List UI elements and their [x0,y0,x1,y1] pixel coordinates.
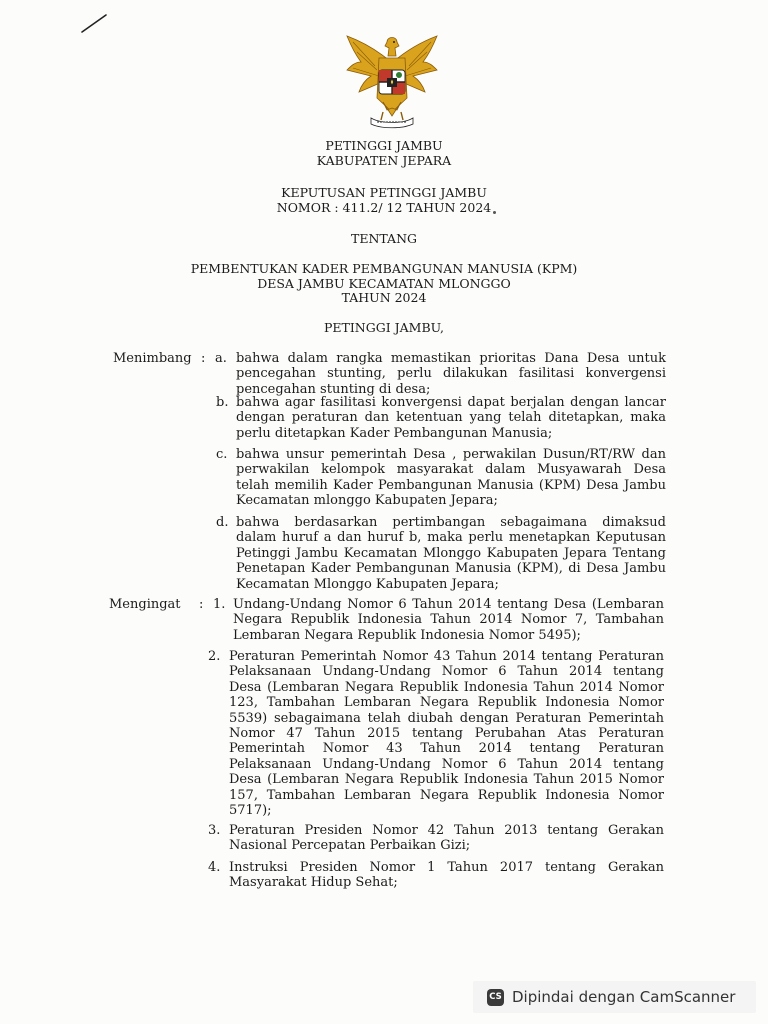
text-line: Peraturan Presiden Nomor 42 Tahun 2013 tentang Gerakan [229,823,664,838]
text-line: bahwa dalam rangka memastikan prioritas Dana Desa untuk [236,351,666,366]
pen-stroke-mark [80,12,108,34]
text-line: bahwa unsur pemerintah Desa , perwakilan Dusun/RT/RW dan [236,447,666,462]
mengingat-marker-4: 4. [208,860,221,875]
text-line: dalam huruf a dan huruf b, maka perlu menetapkan Keputusan [236,530,666,546]
menimbang-item-d [236,515,666,592]
issuer-org-line2: KABUPATEN JEPARA [316,152,452,168]
text-line: 157, Tambahan Lembaran Negara Republik Indonesia Nomor [229,787,664,803]
camscanner-icon: CS [487,989,504,1006]
subject-line2: DESA JAMBU KECAMATAN MLONGGO [257,275,511,291]
text-line: Nomor 47 Tahun 2015 tentang Perubahan Atas Peraturan [229,726,664,742]
menimbang-item-a [236,351,666,397]
subject-line3: TAHUN 2024 [341,290,427,306]
text-line: perwakilan kelompok masyarakat dalam Musyawarah Desa [236,462,666,478]
garuda-pancasila-emblem [341,32,443,132]
text-line: Instruksi Presiden Nomor 1 Tahun 2017 tentang Gerakan [229,860,664,875]
text-line: Negara Republik Indonesia Tahun 2014 Nomor 7, Tambahan [233,612,664,628]
text-line: pencegahan stunting di desa; [236,381,431,397]
text-line: Peraturan Pemerintah Nomor 43 Tahun 2014 tentang Peraturan [229,649,664,664]
about-heading: TENTANG [350,231,417,246]
menimbang-marker-a: a. [215,351,227,366]
issuer-org-line1: PETINGGI JAMBU [325,138,443,153]
text-line: bahwa berdasarkan pertimbangan sebagaimana dimaksud [236,515,666,530]
menimbang-marker-b: b. [216,395,229,410]
decree-title: KEPUTUSAN PETINGGI JAMBU [281,185,487,200]
menimbang-item-c [236,447,666,509]
stray-dot [493,211,496,214]
subject-heading [0,262,768,306]
text-line: telah memilih Kader Pembangunan Manusia (KPM) Desa Jambu [236,477,666,493]
decree-number: NOMOR : 411.2/ 12 TAHUN 2024 [276,199,492,215]
subject-line1: PEMBENTUKAN KADER PEMBANGUNAN MANUSIA (KPM) [190,261,578,276]
camscanner-watermark [473,981,756,1013]
issuer-heading [0,139,768,168]
text-line: 5717); [229,803,272,819]
text-line: perlu ditetapkan Kader Pembangunan Manusia; [236,425,553,441]
text-line: pencegahan stunting, perlu dilakukan fasilitasi konvergensi [236,366,666,382]
mengingat-item-4 [229,860,664,891]
text-line: Desa (Lembaran Negara Republik Indonesia Tahun 2014 Nomor [229,679,664,695]
text-line: Lembaran Negara Republik Indonesia Nomor 5495); [233,627,581,643]
text-line: Pelaksanaan Undang-Undang Nomor 6 Tahun 2014 tentang [229,756,664,772]
mengingat-item-2 [229,649,664,818]
mengingat-item-1 [233,597,664,643]
mengingat-marker-3: 3. [208,823,221,838]
mengingat-item-3 [229,823,664,854]
text-line: Kecamatan Mlonggo Kabupaten Jepara; [236,576,499,592]
text-line: Kecamatan mlonggo Kabupaten Jepara; [236,493,498,509]
mengingat-label: Mengingat [109,597,181,612]
menimbang-marker-d: d. [216,515,229,530]
text-line: Undang-Undang Nomor 6 Tahun 2014 tentang Desa (Lembaran [233,597,664,612]
text-line: dengan peraturan dan ketentuan yang telah ditetapkan, maka [236,410,666,426]
issuer-signature-heading: PETINGGI JAMBU, [323,320,444,335]
text-line: Penetapan Kader Pembangunan Manusia (KPM), di Desa Jambu [236,561,666,577]
text-line: 5539) sebagaimana telah diubah dengan Peraturan Pemerintah [229,710,664,726]
text-line: Desa (Lembaran Negara Republik Indonesia Tahun 2015 Nomor [229,772,664,788]
text-line: 123, Tambahan Lembaran Negara Republik Indonesia Nomor [229,695,664,711]
menimbang-label: Menimbang [113,351,192,366]
menimbang-marker-c: c. [216,447,228,462]
text-line: Masyarakat Hidup Sehat; [229,875,398,891]
text-line: Nasional Percepatan Perbaikan Gizi; [229,838,471,854]
mengingat-marker-1: 1. [213,597,226,612]
text-line: Pelaksanaan Undang-Undang Nomor 6 Tahun 2014 tentang [229,664,664,680]
camscanner-label: Dipindai dengan CamScanner [512,988,736,1006]
mengingat-marker-2: 2. [208,649,221,664]
text-line: bahwa agar fasilitasi konvergensi dapat berjalan dengan lancar [236,395,666,410]
text-line: Pemerintah Nomor 43 Tahun 2014 tentang Peraturan [229,741,664,757]
menimbang-item-b [236,395,666,441]
menimbang-colon: : [201,351,206,366]
text-line: Petinggi Jambu Kecamatan Mlonggo Kabupaten Jepara Tentang [236,545,666,561]
mengingat-colon: : [199,597,204,612]
decree-heading [0,186,768,215]
